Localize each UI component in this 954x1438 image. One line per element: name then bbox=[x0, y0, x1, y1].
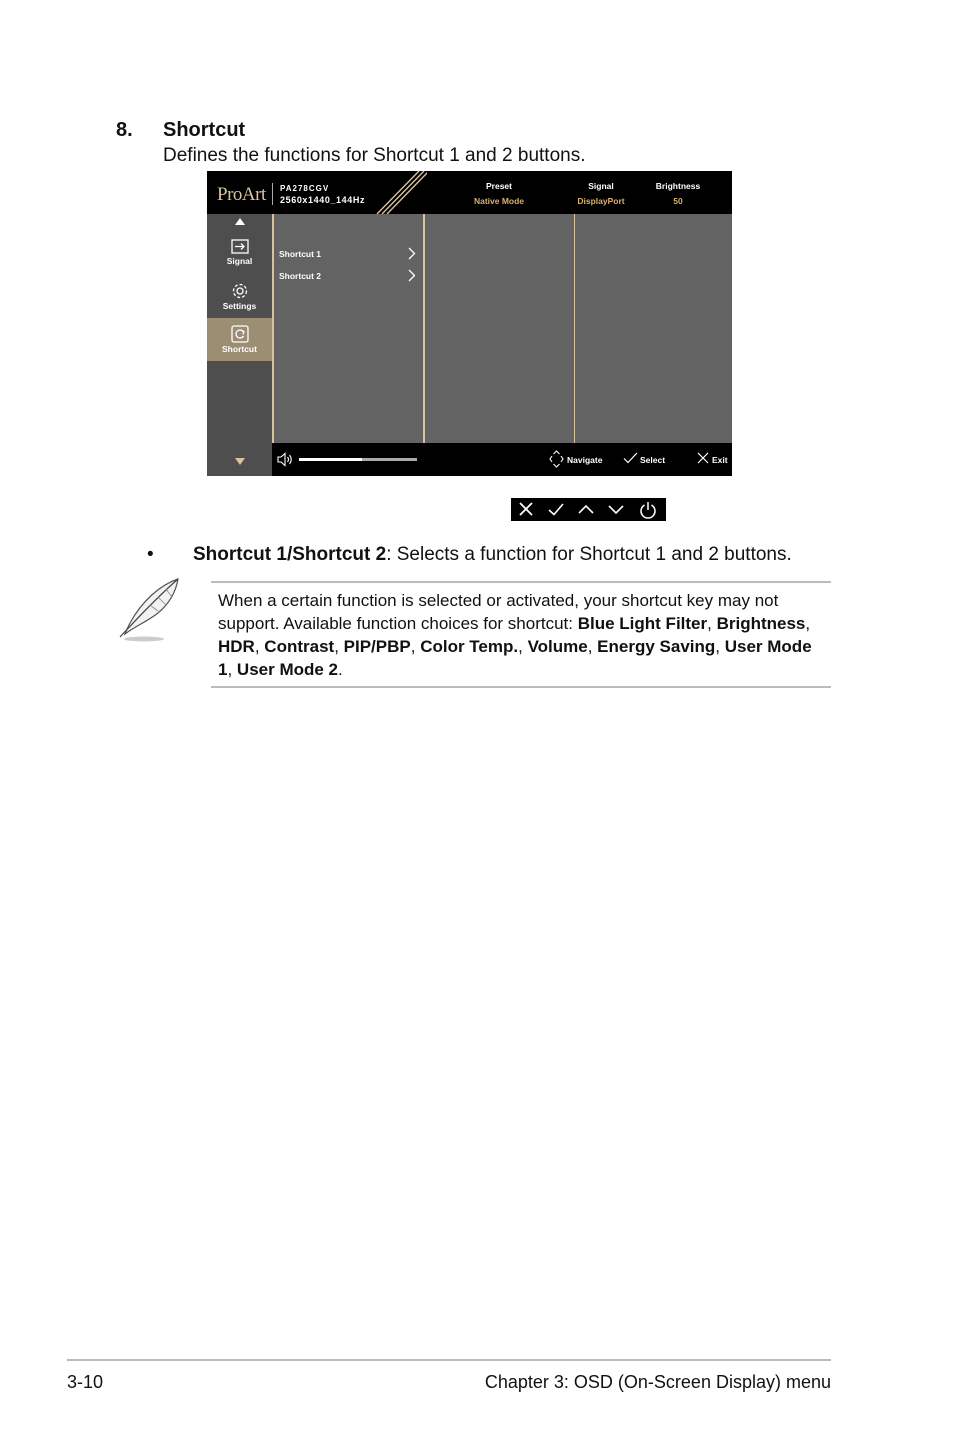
sidebar-item-shortcut[interactable] bbox=[207, 318, 272, 361]
column-divider bbox=[423, 214, 425, 443]
feather-note-icon bbox=[114, 577, 184, 645]
osd-header bbox=[207, 171, 732, 214]
navigate-label: Navigate bbox=[567, 455, 603, 465]
status-brightness-value: 50 bbox=[673, 196, 683, 206]
note-separator: , bbox=[587, 637, 598, 656]
column-divider bbox=[574, 214, 575, 443]
status-signal-value: DisplayPort bbox=[577, 196, 625, 206]
status-brightness bbox=[643, 181, 713, 206]
note-top-rule bbox=[211, 581, 831, 583]
sidebar-item-signal-label: Signal bbox=[226, 256, 253, 266]
menu-item-shortcut-2[interactable]: Shortcut 2 bbox=[279, 271, 322, 281]
power-icon[interactable] bbox=[638, 501, 658, 519]
resolution-readout: 2560x1440_144Hz bbox=[280, 195, 366, 205]
proart-logo: ProArt bbox=[217, 184, 266, 205]
exit-label: Exit bbox=[712, 455, 728, 465]
chevron-right-icon bbox=[408, 269, 416, 282]
chapter-title: Chapter 3: OSD (On-Screen Display) menu bbox=[484, 1372, 831, 1392]
header-stripes-decoration bbox=[367, 171, 427, 214]
status-preset-value: Native Mode bbox=[473, 196, 525, 206]
note-separator: , bbox=[334, 637, 344, 656]
osd-menu bbox=[207, 171, 732, 476]
page-number: 3-10 bbox=[67, 1372, 104, 1392]
volume-slider-fill bbox=[299, 458, 362, 461]
note-choice: Volume bbox=[527, 637, 588, 656]
sidebar-item-settings-label: Settings bbox=[222, 301, 257, 311]
gear-icon bbox=[230, 281, 250, 301]
note-choice: User Mode 2 bbox=[236, 660, 339, 679]
menu-item-shortcut-1[interactable]: Shortcut 1 bbox=[279, 249, 322, 259]
monitor-key-bar bbox=[511, 498, 666, 521]
note-end: . bbox=[338, 660, 343, 679]
chevron-right-icon bbox=[408, 247, 416, 260]
bullet-description: : Selects a function for Shortcut 1 and 2 buttons. bbox=[386, 544, 792, 565]
note-choice: User Mode 1 bbox=[218, 637, 812, 679]
shortcut-icon bbox=[230, 324, 250, 344]
status-signal bbox=[561, 181, 641, 206]
bullet-text bbox=[193, 544, 792, 566]
note-choice: Color Temp. bbox=[420, 637, 519, 656]
note-separator: , bbox=[410, 637, 421, 656]
note-separator: , bbox=[518, 637, 528, 656]
navigate-arrows-icon bbox=[549, 450, 564, 468]
signal-input-icon bbox=[230, 238, 250, 256]
note-choice: HDR bbox=[218, 637, 255, 656]
note-separator: , bbox=[227, 660, 237, 679]
speaker-icon bbox=[277, 452, 294, 467]
section-number: 8. bbox=[116, 119, 133, 141]
note-separator: , bbox=[715, 637, 725, 656]
select-label: Select bbox=[640, 455, 666, 465]
status-preset-label: Preset bbox=[486, 181, 512, 191]
volume-slider[interactable] bbox=[299, 458, 417, 461]
status-brightness-label: Brightness bbox=[655, 181, 701, 191]
note-choice: Blue Light Filter bbox=[577, 614, 708, 633]
model-name: PA278CGV bbox=[280, 184, 330, 193]
sidebar-item-settings[interactable] bbox=[207, 281, 272, 323]
column-divider bbox=[272, 214, 274, 443]
sidebar-item-shortcut-label: Shortcut bbox=[222, 344, 257, 354]
note-separator: , bbox=[707, 614, 717, 633]
section-title: Shortcut bbox=[163, 119, 246, 141]
note-text bbox=[218, 589, 830, 681]
note-choice: PIP/PBP bbox=[343, 637, 411, 656]
status-signal-label: Signal bbox=[588, 181, 614, 191]
note-choice: Energy Saving bbox=[597, 637, 716, 656]
chevron-down-icon[interactable] bbox=[607, 501, 625, 518]
logo-divider bbox=[272, 183, 273, 205]
note-choice: Contrast bbox=[264, 637, 335, 656]
close-icon[interactable] bbox=[517, 501, 535, 518]
note-choice: Brightness bbox=[716, 614, 806, 633]
bullet-point: • bbox=[147, 544, 154, 565]
note-bottom-rule bbox=[211, 686, 831, 688]
osd-footer bbox=[272, 443, 732, 476]
scroll-down-arrow-icon[interactable] bbox=[235, 458, 245, 465]
footer-rule bbox=[67, 1359, 831, 1361]
chevron-up-icon[interactable] bbox=[577, 501, 595, 518]
note-separator: , bbox=[805, 614, 811, 633]
note-intro: When a certain function is selected or activated, your shortcut key may not support. Available function choices for shortcut: bbox=[218, 591, 779, 633]
bullet-term: Shortcut 1/Shortcut 2 bbox=[193, 544, 387, 565]
close-icon bbox=[697, 452, 709, 464]
check-icon[interactable] bbox=[547, 501, 565, 518]
check-icon bbox=[623, 452, 638, 464]
sidebar-item-signal[interactable] bbox=[207, 238, 272, 280]
scroll-up-arrow-icon[interactable] bbox=[235, 218, 245, 225]
osd-sidebar bbox=[207, 214, 272, 476]
note-separator: , bbox=[254, 637, 265, 656]
section-description: Defines the functions for Shortcut 1 and 2 buttons. bbox=[163, 145, 586, 166]
status-preset bbox=[459, 181, 539, 206]
